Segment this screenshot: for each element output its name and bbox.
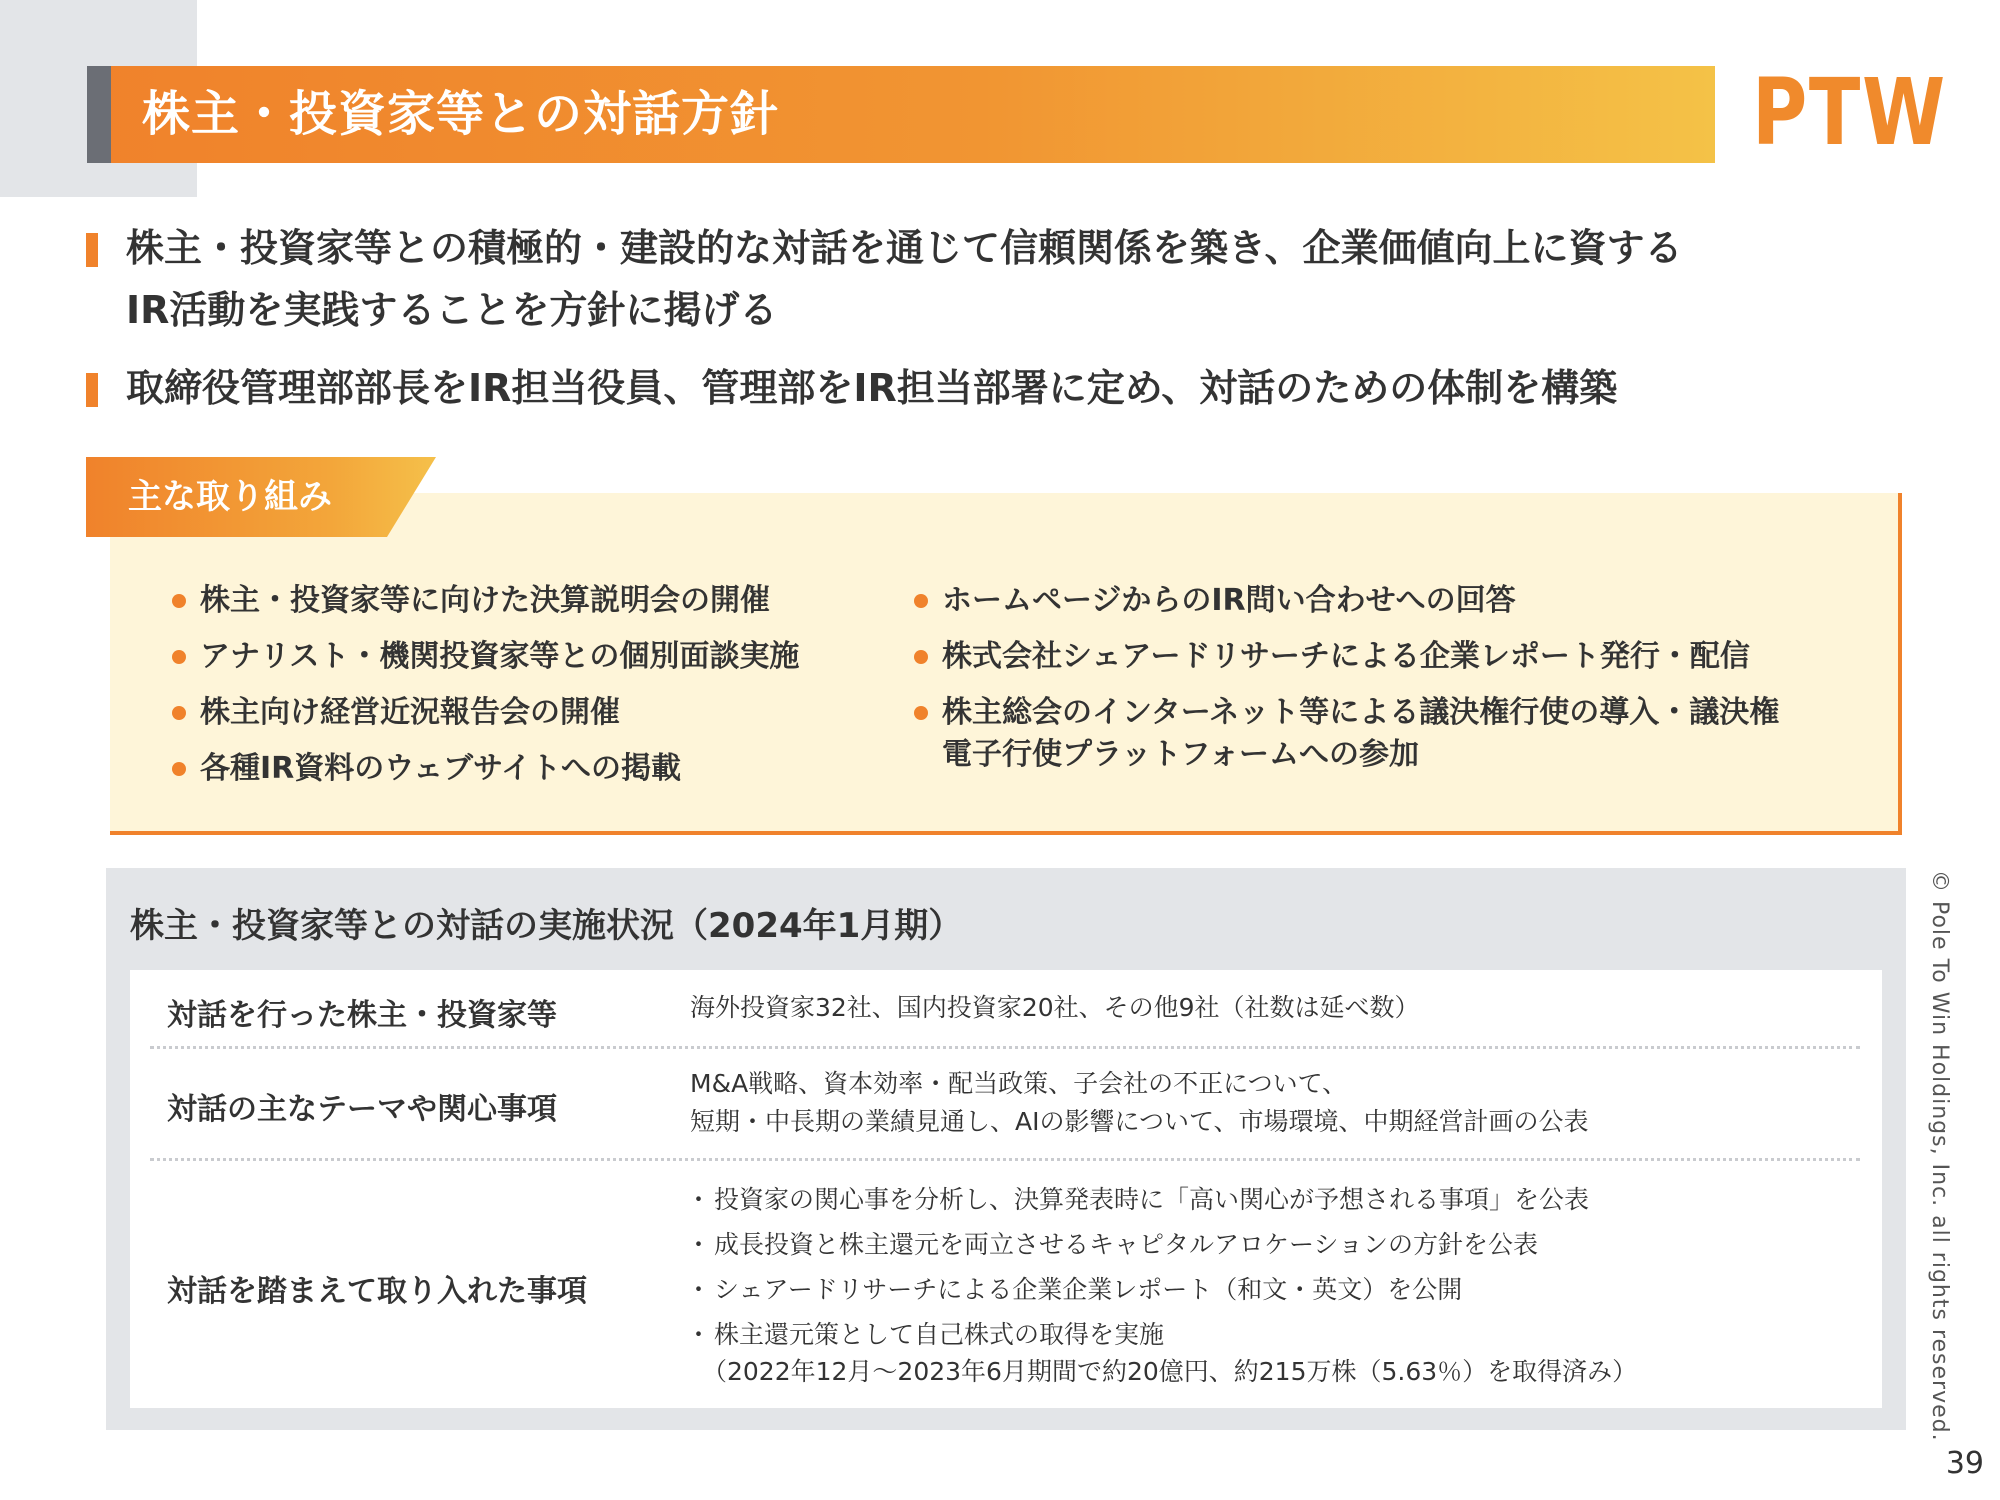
bullet-dot-icon — [172, 594, 186, 608]
row-value-counterparts: 海外投資家32社、国内投資家20社、その他9社（社数は延べ数） — [690, 993, 1420, 1022]
policy-text-1-cont: IR活動を実践することを方針に掲げる — [126, 288, 778, 332]
activity-left-1: 株主・投資家等に向けた決算説明会の開催 — [200, 583, 770, 618]
policy-text-1: 株主・投資家等との積極的・建設的な対話を通じて信頼関係を築き、企業価値向上に資する — [126, 226, 1683, 270]
adopted-item-4: 株主還元策として自己株式の取得を実施 — [714, 1320, 1165, 1349]
bullet-marker — [86, 233, 98, 267]
activity-left-3: 株主向け経営近況報告会の開催 — [200, 695, 620, 730]
row-label-counterparts: 対話を行った株主・投資家等 — [167, 998, 557, 1033]
adopted-item-4-detail: （2022年12月～2023年6月期間で約20億円、約215万株（5.63％）を取得済み） — [702, 1357, 1638, 1386]
row-value-themes-2: 短期・中長期の業績見通し、AIの影響について、市場環境、中期経営計画の公表 — [690, 1107, 1589, 1136]
page-title: 株主・投資家等との対話方針 — [142, 86, 780, 142]
title-accent — [87, 66, 111, 163]
bullet-dot-icon — [172, 706, 186, 720]
row-divider — [150, 1046, 1860, 1049]
activity-left-4: 各種IR資料のウェブサイトへの掲載 — [200, 751, 681, 786]
row-divider — [150, 1158, 1860, 1161]
activity-left-2: アナリスト・機関投資家等との個別面談実施 — [200, 639, 800, 674]
sub-bullet-icon: ・ — [686, 1320, 712, 1349]
bullet-dot-icon — [172, 650, 186, 664]
copyright-text: © Pole To Win Holdings, Inc. all rights reserved. — [1927, 870, 1952, 1442]
row-label-themes: 対話の主なテーマや関心事項 — [167, 1092, 557, 1127]
adopted-item-3: シェアードリサーチによる企業企業レポート（和文・英文）を公開 — [714, 1275, 1463, 1304]
page-number: 39 — [1945, 1446, 1984, 1481]
bullet-marker — [86, 373, 98, 407]
bullet-dot-icon — [914, 706, 928, 720]
activity-right-3: 株主総会のインターネット等による議決権行使の導入・議決権 — [942, 695, 1780, 730]
activity-right-3-cont: 電子行使プラットフォームへの参加 — [942, 737, 1419, 772]
row-value-themes-1: M&A戦略、資本効率・配当政策、子会社の不正について、 — [690, 1069, 1348, 1098]
bullet-dot-icon — [914, 650, 928, 664]
policy-text-2: 取締役管理部部長をIR担当役員、管理部をIR担当部署に定め、対話のための体制を構築 — [126, 366, 1618, 410]
sub-bullet-icon: ・ — [686, 1230, 712, 1259]
activities-tag-label: 主な取り組み — [128, 477, 332, 517]
adopted-item-2: 成長投資と株主還元を両立させるキャピタルアロケーションの方針を公表 — [714, 1230, 1539, 1259]
bullet-dot-icon — [172, 762, 186, 776]
activity-right-1: ホームページからのIR問い合わせへの回答 — [942, 583, 1516, 618]
sub-bullet-icon: ・ — [686, 1275, 712, 1304]
ptw-logo: PTW — [1752, 59, 1947, 166]
sub-bullet-icon: ・ — [686, 1185, 712, 1214]
row-label-adopted: 対話を踏まえて取り入れた事項 — [167, 1274, 587, 1309]
adopted-item-1: 投資家の関心事を分析し、決算発表時に「高い関心が予想される事項」を公表 — [714, 1185, 1590, 1214]
status-heading: 株主・投資家等との対話の実施状況（2024年1月期） — [130, 906, 963, 946]
bullet-dot-icon — [914, 594, 928, 608]
activity-right-2: 株式会社シェアードリサーチによる企業レポート発行・配信 — [942, 639, 1750, 674]
